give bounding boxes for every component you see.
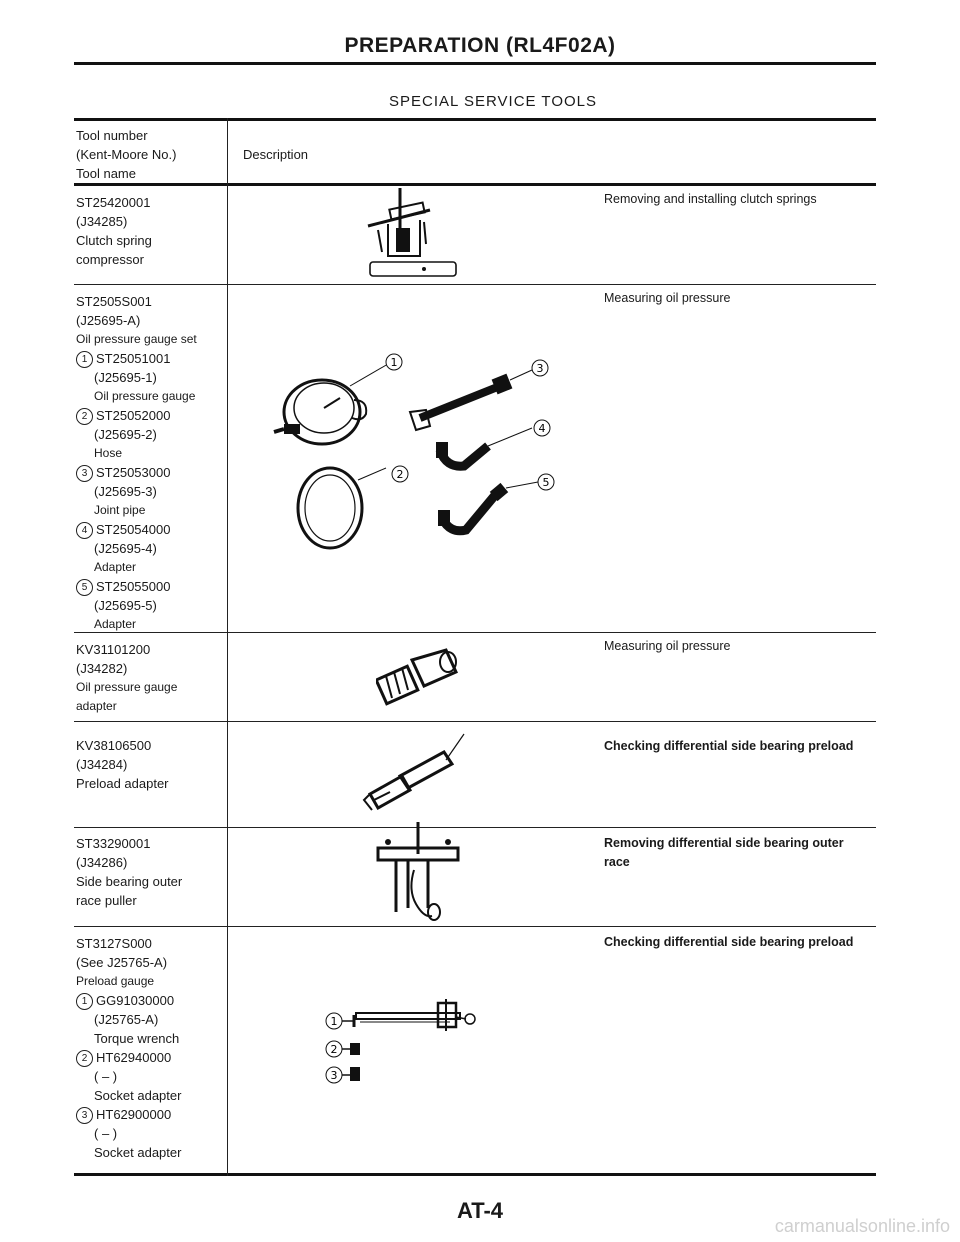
header-kent-moore: (Kent-Moore No.) — [76, 147, 177, 162]
callout-number: 1 — [76, 993, 93, 1010]
header-description: Description — [243, 147, 309, 162]
callout-1: 1 — [330, 1015, 338, 1028]
header-left — [76, 126, 176, 183]
tool-row-6-left — [76, 934, 226, 1162]
sub-tool-name: Socket adapter — [94, 1145, 182, 1160]
row-rule — [74, 721, 876, 722]
page-title: PREPARATION (RL4F02A) — [344, 34, 616, 57]
tool-row-4-left — [76, 736, 226, 793]
sub-tool-name: Hose — [94, 446, 123, 460]
sub-kent-moore: ( – ) — [94, 1126, 118, 1141]
callout-number: 2 — [76, 1050, 93, 1067]
header-tool-name: Tool name — [76, 166, 136, 181]
sub-tool-name: Socket adapter — [94, 1088, 182, 1103]
header-tool-number: Tool number — [76, 128, 148, 143]
tool-row-5-left — [76, 834, 226, 910]
tool-name: race puller — [76, 893, 137, 908]
tool-row-3-left — [76, 640, 226, 716]
sub-tool-number: 3 HT62900000 — [76, 1105, 226, 1124]
callout-5: 5 — [542, 476, 550, 489]
sub-kent-moore: (J25695-5) — [94, 598, 157, 613]
tool-number: ST3127S000 — [76, 936, 152, 951]
description-line: Removing differential side bearing outer — [604, 836, 844, 850]
callout-number: 2 — [76, 408, 93, 425]
tool-name: Oil pressure gauge set — [76, 332, 197, 346]
sub-tool-number: 5 ST25055000 — [76, 577, 226, 596]
row-rule — [74, 926, 876, 927]
row-rule — [74, 284, 876, 285]
sub-kent-moore: (J25695-3) — [94, 484, 157, 499]
callout-2: 2 — [330, 1043, 338, 1056]
tool-name: Oil pressure gauge — [76, 680, 178, 694]
sub-tool-number: 1 ST25051001 — [76, 349, 226, 368]
callout-3: 3 — [536, 362, 544, 375]
sub-tool-name: Joint pipe — [94, 503, 146, 517]
sub-tool-name: Oil pressure gauge — [94, 389, 196, 403]
tool-number: KV38106500 — [76, 738, 152, 753]
watermark: carmanualsonline.info — [774, 1216, 950, 1236]
tool-row-1-left — [76, 193, 226, 269]
sub-tool-name: Adapter — [94, 617, 137, 631]
sub-kent-moore: (J25695-1) — [94, 370, 157, 385]
sub-tool-name: Adapter — [94, 560, 137, 574]
tool-number: ST33290001 — [76, 836, 151, 851]
sub-tool-number: 2 ST25052000 — [76, 406, 226, 425]
callout-4: 4 — [538, 422, 546, 435]
tool-row-5-description — [604, 834, 876, 872]
title-rule — [74, 62, 876, 65]
column-divider — [227, 118, 228, 1176]
tool-name: Preload gauge — [76, 974, 155, 988]
tool-row-1-description: Removing and installing clutch springs — [604, 192, 817, 206]
section-title: SPECIAL SERVICE TOOLS — [388, 93, 598, 110]
sub-tool-number: 1 GG91030000 — [76, 991, 226, 1010]
tool-number: KV31101200 — [76, 642, 151, 657]
tool-row-6-description: Checking differential side bearing preload — [604, 935, 854, 949]
sub-kent-moore: ( – ) — [94, 1069, 118, 1084]
tool-name: adapter — [76, 699, 117, 713]
sub-kent-moore: (J25765-A) — [94, 1012, 159, 1027]
tool-name: Side bearing outer — [76, 874, 183, 889]
tool-name: Preload adapter — [76, 776, 169, 791]
gauge-adapter-illustration — [376, 646, 466, 706]
description-line: race — [604, 855, 630, 869]
oil-pressure-gauge-set-illustration — [270, 350, 570, 560]
table-bottom-rule — [74, 1173, 876, 1176]
race-puller-illustration — [374, 820, 464, 926]
kent-moore-number: (See J25765-A) — [76, 955, 168, 970]
kent-moore-number: (J34282) — [76, 661, 128, 676]
tool-row-4-description: Checking differential side bearing preload — [604, 739, 854, 753]
header-bottom-rule — [74, 183, 876, 186]
kent-moore-number: (J25695-A) — [76, 313, 141, 328]
sub-tool-number: 4 ST25054000 — [76, 520, 226, 539]
tool-number: ST25420001 — [76, 195, 151, 210]
sub-kent-moore: (J25695-4) — [94, 541, 157, 556]
callout-number: 5 — [76, 579, 93, 596]
table-top-rule — [74, 118, 876, 121]
tool-name: Clutch spring — [76, 233, 152, 248]
kent-moore-number: (J34286) — [76, 855, 128, 870]
tool-row-3-description: Measuring oil pressure — [604, 639, 731, 653]
page-number: AT-4 — [456, 1198, 504, 1223]
sub-tool-number: 3 ST25053000 — [76, 463, 226, 482]
kent-moore-number: (J34285) — [76, 214, 128, 229]
callout-number: 3 — [76, 1107, 93, 1124]
callout-number: 1 — [76, 351, 93, 368]
tool-number: ST2505S001 — [76, 294, 152, 309]
sub-kent-moore: (J25695-2) — [94, 427, 157, 442]
tool-row-2-left — [76, 292, 226, 634]
callout-1: 1 — [390, 356, 398, 369]
tool-name: compressor — [76, 252, 144, 267]
callout-number: 3 — [76, 465, 93, 482]
sub-tool-number: 2 HT62940000 — [76, 1048, 226, 1067]
tool-row-2-description: Measuring oil pressure — [604, 291, 731, 305]
kent-moore-number: (J34284) — [76, 757, 128, 772]
callout-2: 2 — [396, 468, 404, 481]
preload-adapter-illustration — [360, 730, 470, 820]
callout-number: 4 — [76, 522, 93, 539]
row-rule — [74, 827, 876, 828]
sub-tool-name: Torque wrench — [94, 1031, 180, 1046]
clutch-spring-compressor-illustration — [360, 186, 470, 282]
preload-gauge-illustration — [320, 995, 490, 1085]
callout-3: 3 — [330, 1069, 338, 1082]
